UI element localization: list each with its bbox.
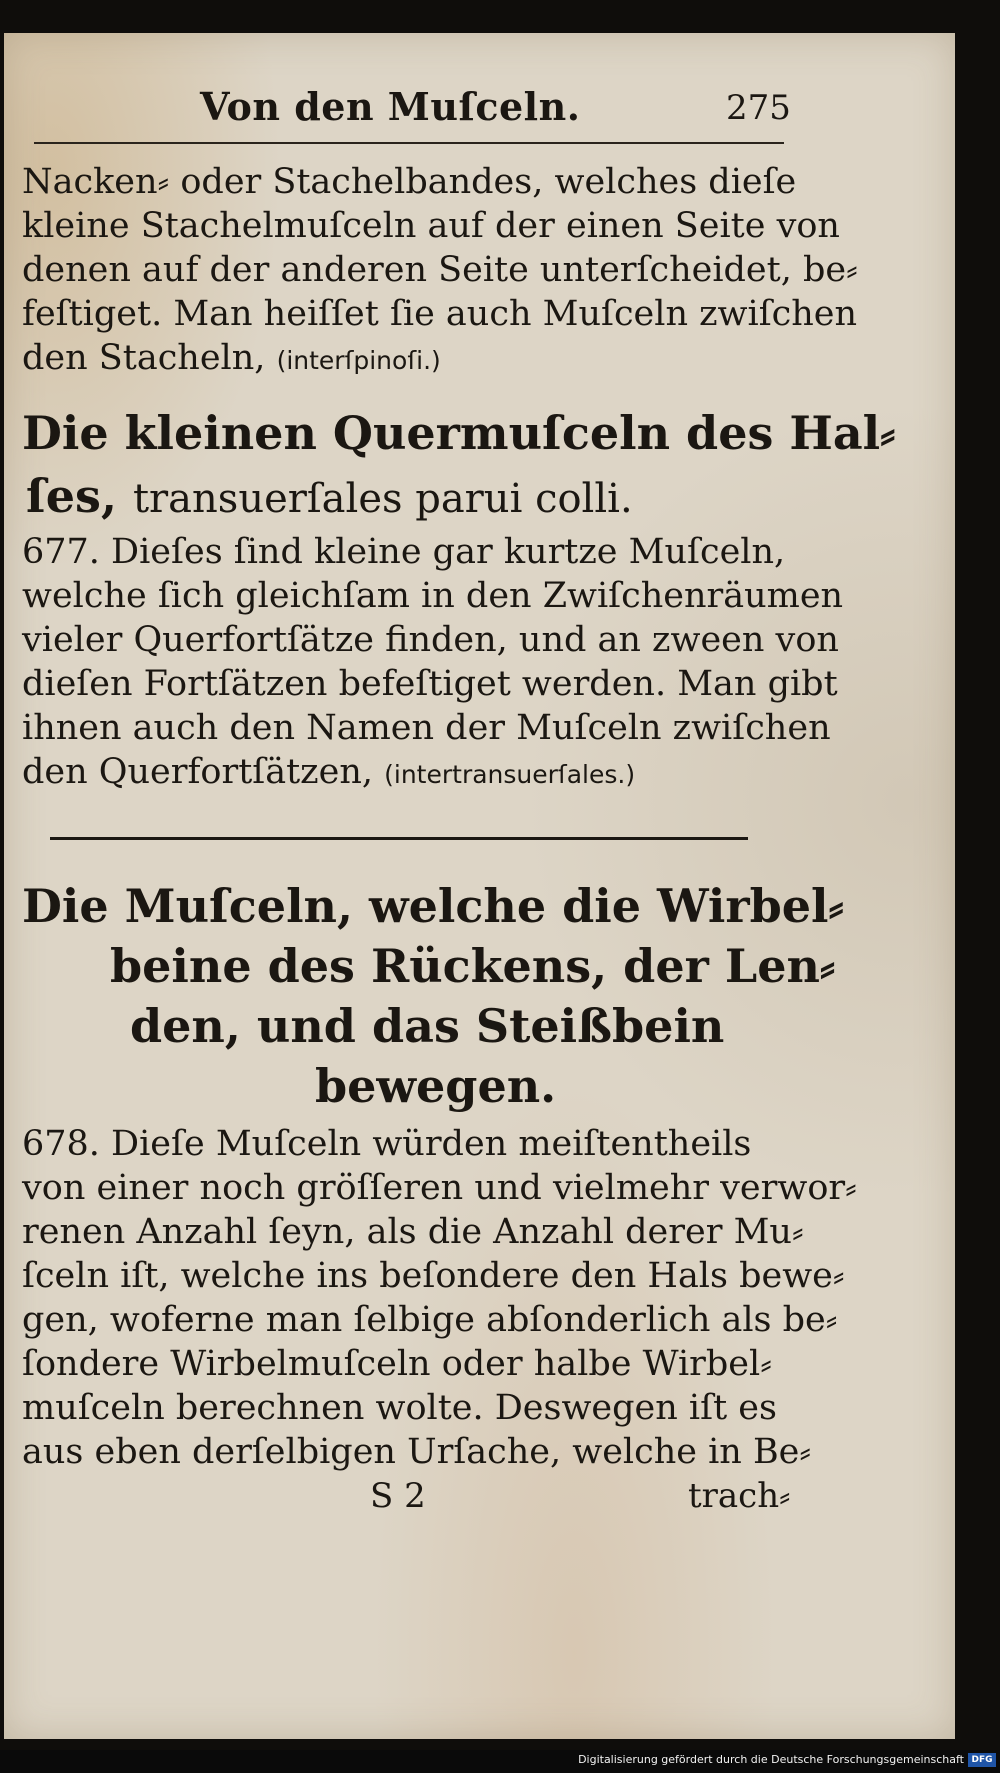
signature-mark: S 2 xyxy=(370,1476,426,1516)
section-heading: den, und das Steißbein xyxy=(130,999,725,1053)
text-line: feſtiget. Man heiſſet ſie auch Muſceln zwiſchen xyxy=(22,294,858,334)
text-line: renen Anzahl ſeyn, als die Anzahl derer Mu⸗ xyxy=(22,1212,804,1252)
text-line: muſceln berechnen wolte. Deswegen iſt es xyxy=(22,1388,777,1428)
text-line: welche ſich gleichſam in den Zwiſchenräumen xyxy=(22,576,844,616)
section-heading-line2 xyxy=(26,468,633,527)
text-line: kleine Stachelmuſceln auf der einen Seite von xyxy=(22,206,840,246)
heading-latin: transuerſales parui colli. xyxy=(132,476,633,522)
text-line: ſceln iſt, welche ins beſondere den Hals bewe⸗ xyxy=(22,1256,845,1296)
text-line: ſondere Wirbelmuſceln oder halbe Wirbel⸗ xyxy=(22,1344,772,1384)
text-fragment: den Stacheln, xyxy=(22,338,266,378)
text-line xyxy=(22,336,441,383)
section-heading: beine des Rückens, der Len⸗ xyxy=(110,939,836,993)
text-line: 678. Dieſe Muſceln würden meiſtentheils xyxy=(22,1124,752,1164)
latin-term: (intertransuerſales.) xyxy=(384,760,636,789)
section-heading: Die kleinen Quermuſceln des Hal⸗ xyxy=(22,406,896,460)
running-head: Von den Muſceln. xyxy=(200,84,581,129)
catchword: trach⸗ xyxy=(688,1476,791,1516)
dfg-logo: DFG xyxy=(968,1753,996,1767)
heading-german: ſes, xyxy=(26,469,117,523)
text-line: ihnen auch den Namen der Muſceln zwiſchen xyxy=(22,708,831,748)
text-line: vieler Querfortſätze finden, und an zween von xyxy=(22,620,839,660)
text-line: aus eben derſelbigen Urſache, welche in Be⸗ xyxy=(22,1432,812,1472)
section-heading: bewegen. xyxy=(315,1059,557,1113)
text-line xyxy=(22,750,635,797)
page-number: 275 xyxy=(726,88,791,128)
text-line: 677. Dieſes ſind kleine gar kurtze Muſceln, xyxy=(22,532,786,572)
text-line: dieſen Fortſätzen befeſtiget werden. Man gibt xyxy=(22,664,838,704)
header-rule xyxy=(34,142,784,144)
text-line: gen, woferne man ſelbige abſonderlich als be⸗ xyxy=(22,1300,838,1340)
latin-term: (interſpinoſi.) xyxy=(276,346,441,375)
text-line: von einer noch gröſſeren und vielmehr verwor⸗ xyxy=(22,1168,857,1208)
section-heading: Die Muſceln, welche die Wirbel⸗ xyxy=(22,879,844,933)
section-rule xyxy=(50,837,748,840)
text-fragment: den Querfortſätzen, xyxy=(22,752,373,792)
text-line: denen auf der anderen Seite unterſcheidet, be⸗ xyxy=(22,250,858,290)
footer-credit: Digitalisierung gefördert durch die Deutsche Forschungsgemeinschaft xyxy=(578,1753,964,1766)
text-line: Nacken⸗ oder Stachelbandes, welches dieſe xyxy=(22,162,797,202)
